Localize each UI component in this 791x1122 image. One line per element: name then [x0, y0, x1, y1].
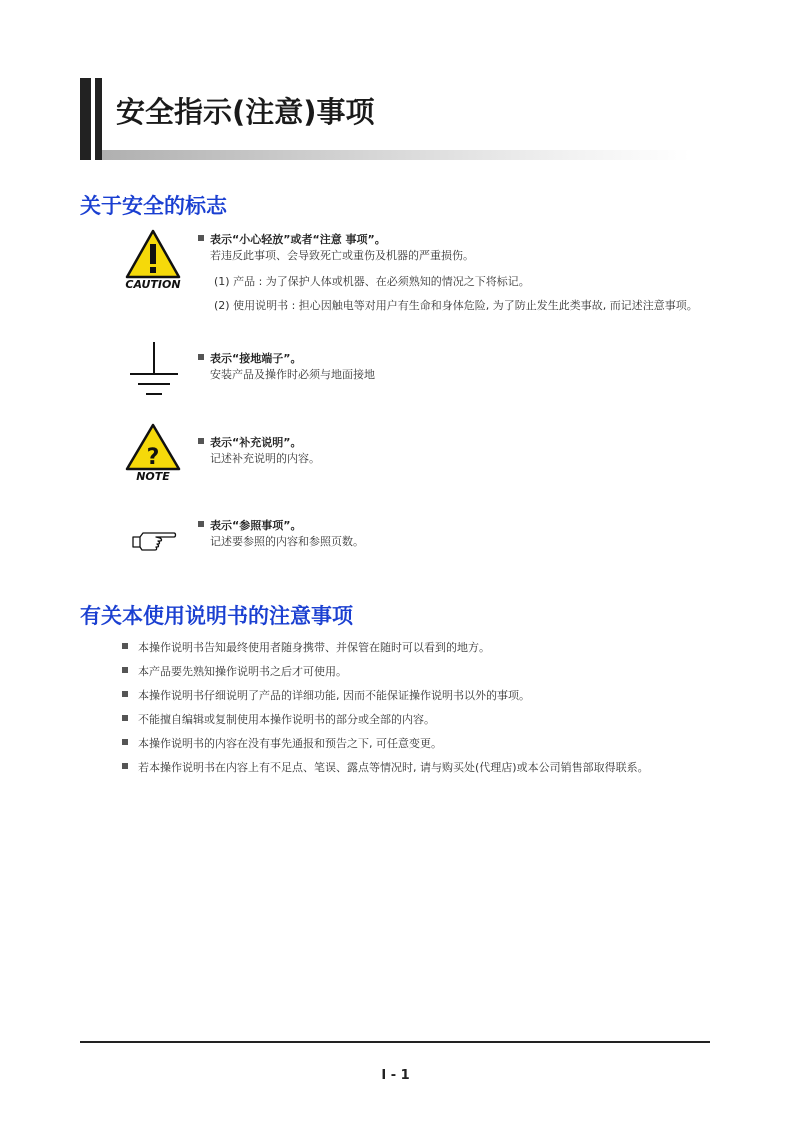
entry-note	[198, 435, 320, 467]
page-number: I - 1	[381, 1068, 410, 1083]
title-bar-thick	[80, 78, 91, 160]
note-head: 表示“补充说明”。	[210, 436, 302, 449]
list-item: 本产品要先熟知操作说明书之后才可使用。	[122, 660, 649, 684]
bullet-square-icon	[198, 438, 204, 444]
ground-desc: 安装产品及操作时必须与地面接地	[210, 368, 375, 381]
section-heading-safety-symbols: 关于安全的标志	[80, 194, 227, 218]
entry-reference	[198, 518, 364, 550]
bullet-square-icon	[198, 354, 204, 360]
caution-icon-label: CAUTION	[125, 278, 181, 291]
bullet-square-icon	[122, 739, 128, 745]
caution-desc: 若违反此事项、会导致死亡或重伤及机器的严重损伤。	[210, 249, 474, 262]
note-icon	[124, 422, 182, 484]
reference-desc: 记述要参照的内容和参照页数。	[210, 535, 364, 548]
list-item: 若本操作说明书在内容上有不足点、笔误、露点等情况时, 请与购买处(代理店)或本公司销售部取得联系。	[122, 756, 649, 780]
reference-head: 表示“参照事项”。	[210, 519, 302, 532]
list-item: 本操作说明书的内容在没有事先通报和预告之下, 可任意变更。	[122, 732, 649, 756]
bullet-square-icon	[198, 521, 204, 527]
list-item: 本操作说明书仔细说明了产品的详细功能, 因而不能保证操作说明书以外的事项。	[122, 684, 649, 708]
bullet-square-icon	[198, 235, 204, 241]
caution-head: 表示“小心轻放”或者“注意 事项”。	[210, 233, 386, 246]
bullet-square-icon	[122, 763, 128, 769]
pointing-hand-icon	[130, 528, 178, 554]
section-heading-manual-notes: 有关本使用说明书的注意事项	[80, 604, 353, 628]
page-title: 安全指示(注意)事项	[116, 95, 375, 129]
svg-text:?: ?	[146, 445, 160, 470]
bullet-square-icon	[122, 643, 128, 649]
entry-caution	[198, 232, 698, 314]
footer-divider	[80, 1041, 710, 1043]
bullet-square-icon	[122, 691, 128, 697]
entry-ground	[198, 351, 375, 383]
bullet-square-icon	[122, 715, 128, 721]
bullet-square-icon	[122, 667, 128, 673]
ground-head: 表示“接地端子”。	[210, 352, 302, 365]
ground-icon	[128, 340, 180, 400]
title-underline-gradient	[102, 150, 690, 160]
list-item: 不能擅自编辑或复制使用本操作说明书的部分或全部的内容。	[122, 708, 649, 732]
caution-sub-2: (2) 使用说明书 : 担心因触电等对用户有生命和身体危险, 为了防止发生此类事故, 而记述注意事项。	[214, 299, 698, 312]
note-desc: 记述补充说明的内容。	[210, 452, 320, 465]
caution-icon	[124, 228, 182, 292]
title-bar-thin	[95, 78, 102, 160]
note-icon-label: NOTE	[136, 470, 170, 483]
manual-notes-list	[122, 636, 649, 780]
title-block	[80, 78, 690, 160]
caution-sub-1: (1) 产品 : 为了保护人体或机器、在必须熟知的情况之下将标记。	[214, 275, 530, 288]
list-item: 本操作说明书告知最终使用者随身携带、并保管在随时可以看到的地方。	[122, 636, 649, 660]
